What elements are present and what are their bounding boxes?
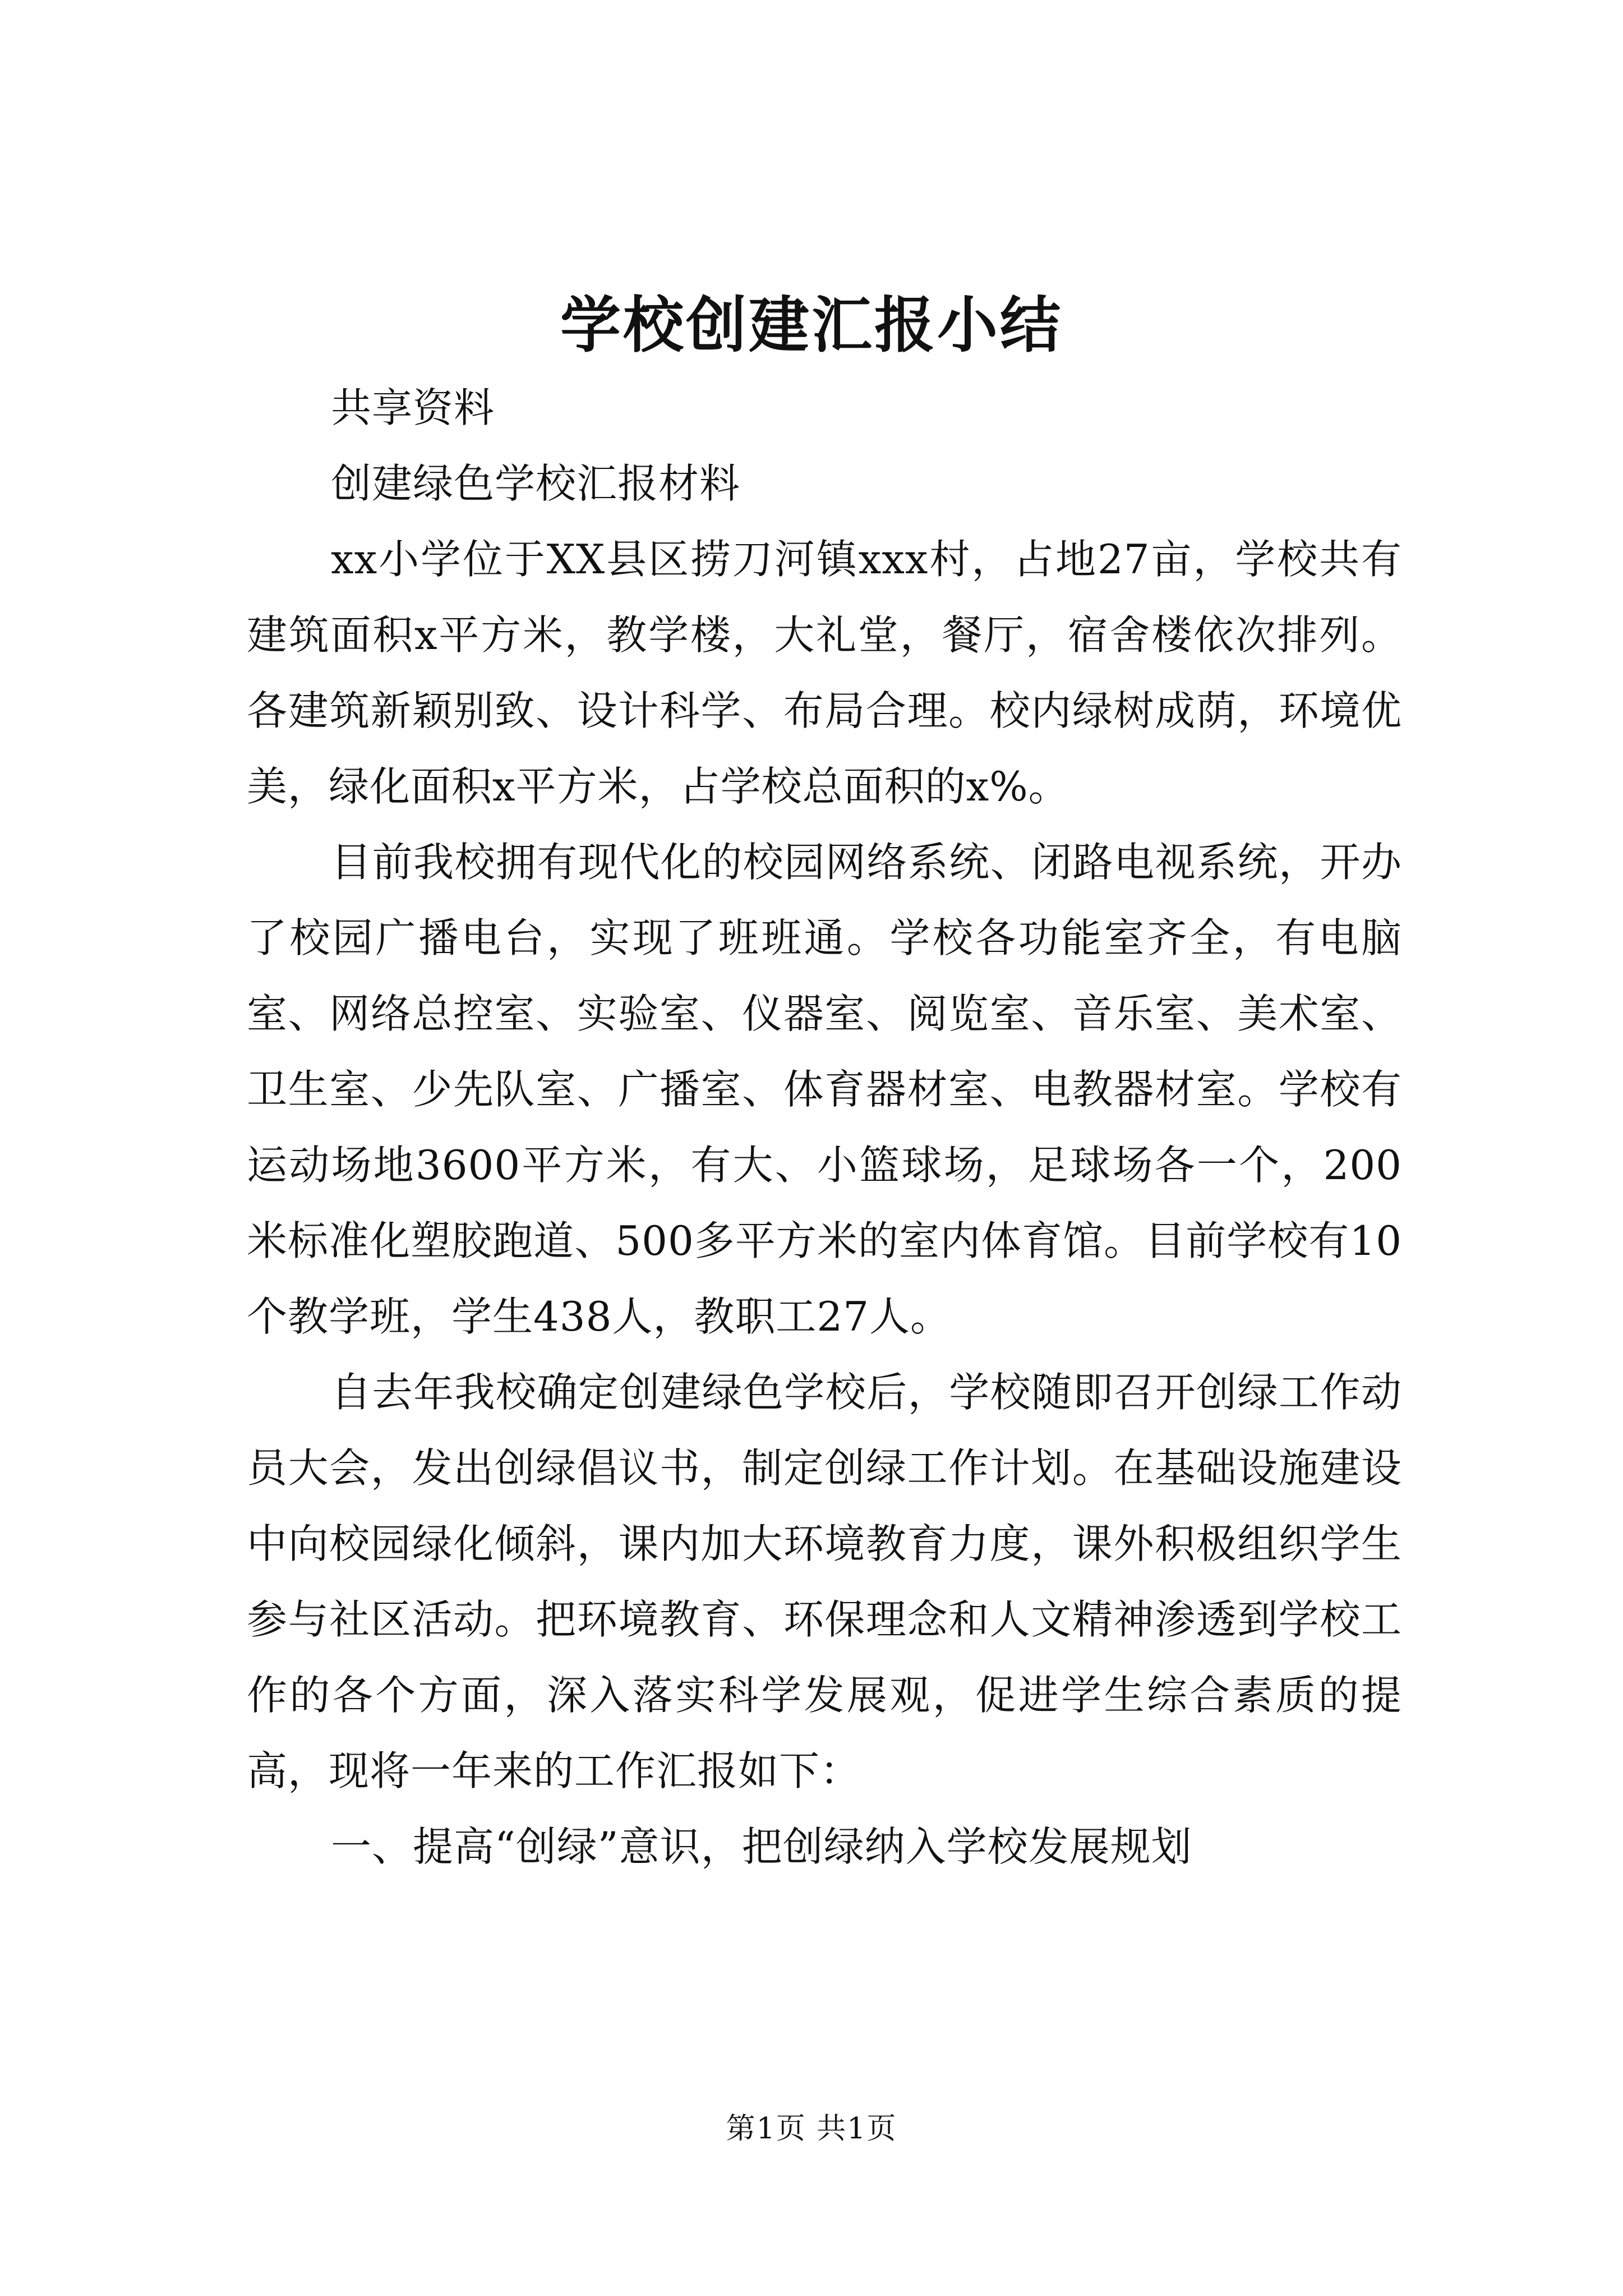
document-body <box>247 370 1402 1885</box>
section-heading-1: 一、提高“创绿”意识，把创绿纳入学校发展规划 <box>331 1823 1192 1870</box>
paragraph-shared-material: 共享资料 <box>331 384 495 431</box>
page-title: 学校创建汇报小结 <box>560 290 1063 361</box>
paragraph-green-initiative: 自去年我校确定创建绿色学校后，学校随即召开创绿工作动员大会，发出创绿倡议书，制定创绿工作计划。在基础设施建设中向校园绿化倾斜，课内加大环境教育力度，课外积极组织学生参与社区活动。把环境教育、环保理念和人文精神渗透到学校工作的各个方面，深入落实科学发展观，促进学生综合素质的提高，现将一年来的工作汇报如下： <box>247 1369 1402 1795</box>
page-footer: 第1页 共1页 <box>726 2112 897 2146</box>
paragraph-school-overview: xx小学位于XX县区捞刀河镇xxx村，占地27亩，学校共有建筑面积x平方米，教学楼，大礼堂，餐厅，宿舍楼依次排列。各建筑新颖别致、设计科学、布局合理。校内绿树成荫，环境优美，绿化面积x平方米，占学校总面积的x%。 <box>247 536 1402 810</box>
paragraph-report-heading: 创建绿色学校汇报材料 <box>331 460 741 507</box>
paragraph-facilities: 目前我校拥有现代化的校园网络系统、闭路电视系统，开办了校园广播电台，实现了班班通。学校各功能室齐全，有电脑室、网络总控室、实验室、仪器室、阅览室、音乐室、美术室、卫生室、少先队室、广播室、体育器材室、电教器材室。学校有运动场地3600平方米，有大、小篮球场，足球场各一个，200米标准化塑胶跑道、500多平方米的室内体育馆。目前学校有10个教学班，学生438人，教职工27人。 <box>247 839 1402 1340</box>
